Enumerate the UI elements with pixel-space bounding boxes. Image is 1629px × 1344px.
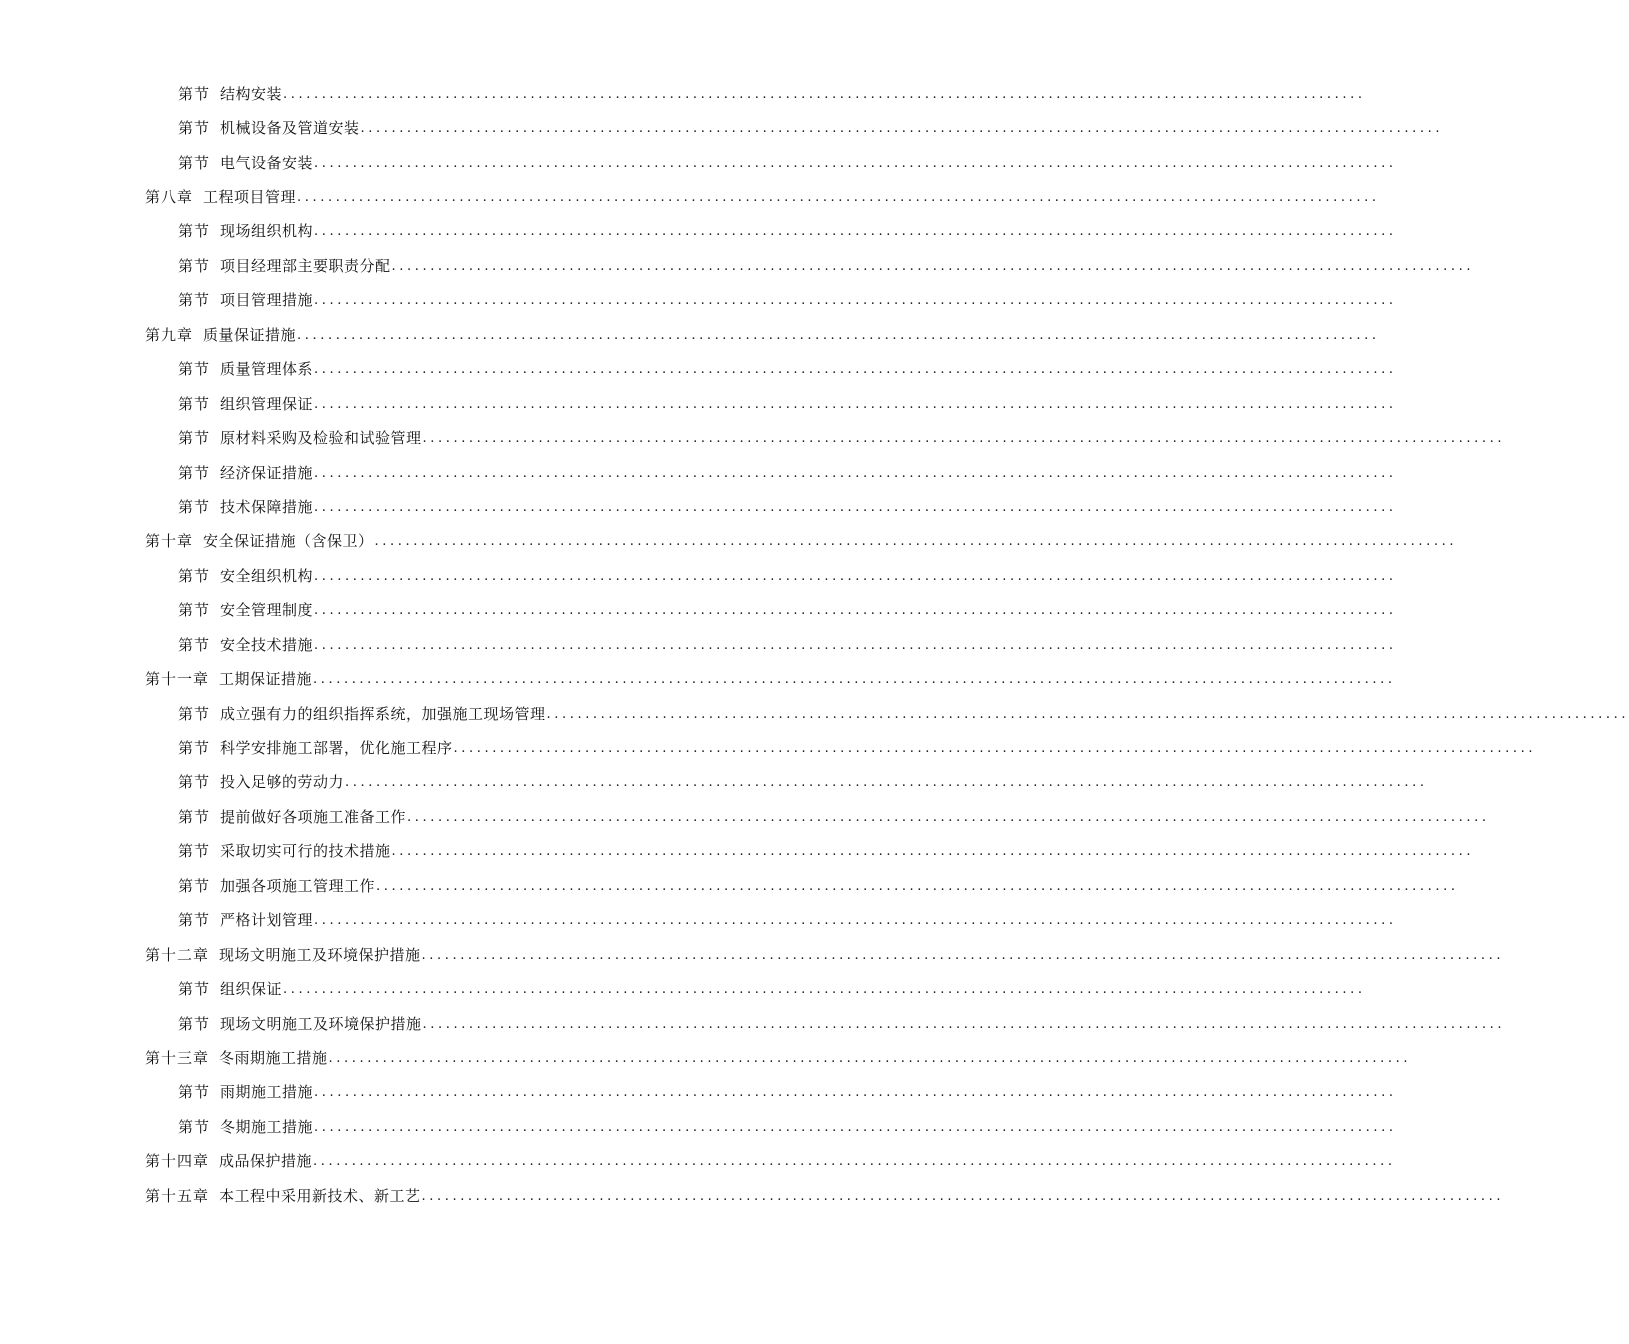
toc-entry-number: 第节 [178,1014,211,1033]
toc-entry-title: 原材料采购及检验和试验管理 [220,429,422,448]
toc-section-entry[interactable] [0,111,1444,145]
toc-entry-title: 雨期施工措施 [220,1083,314,1102]
toc-entry-number: 第节 [178,429,211,448]
toc-entry-number: 第节 [178,635,211,654]
toc-dot-leader: ............................................................................................................................................ [314,465,1397,481]
toc-entry-number: 第节 [178,84,211,103]
toc-entry-number: 第节 [178,463,211,482]
toc-entry-content [178,807,1490,826]
toc-dot-leader: ............................................................................................................................................ [314,396,1397,412]
toc-entry-title: 机械设备及管道安装 [220,119,360,138]
toc-entry-number: 第十一章 [145,670,210,689]
toc-dot-leader: ............................................................................................................................................ [314,293,1397,309]
toc-entry-content [145,1186,1505,1205]
toc-chapter-entry[interactable] [0,1179,1505,1213]
toc-entry-title: 现场文明施工及环境保护措施 [219,945,421,964]
toc-dot-leader: ............................................................................................................................................ [314,1119,1397,1135]
toc-entry-content [178,1083,1397,1102]
toc-dot-leader: ............................................................................................................................................ [314,637,1397,653]
toc-entry-content [145,1152,1396,1171]
toc-section-entry[interactable] [0,490,1397,524]
toc-dot-leader: ............................................................................................................................................ [314,499,1397,515]
toc-section-entry[interactable] [0,421,1506,455]
toc-entry-content [178,566,1397,585]
toc-dot-leader: ............................................................................................................................................ [314,155,1397,171]
toc-chapter-entry[interactable] [0,938,1505,972]
toc-entry-content [145,945,1505,964]
toc-entry-number: 第节 [178,739,211,758]
toc-entry-content [178,497,1397,516]
toc-dot-leader: ............................................................................................................................................ [391,844,1475,860]
toc-entry-number: 第十三章 [145,1048,210,1067]
toc-entry-content [178,876,1459,895]
toc-entry-title: 工程项目管理 [203,188,297,207]
toc-chapter-entry[interactable] [0,1041,1412,1075]
toc-entry-content [178,773,1428,792]
toc-entry-title: 严格计划管理 [220,911,314,930]
toc-entry-number: 第节 [178,842,211,861]
toc-section-entry[interactable] [0,559,1397,593]
toc-entry-title: 项目经理部主要职责分配 [220,256,391,275]
toc-section-entry[interactable] [0,1007,1506,1041]
toc-entry-content [145,670,1396,689]
toc-entry-number: 第节 [178,980,211,999]
toc-entry-number: 第节 [178,497,211,516]
toc-dot-leader: ............................................................................................................................................ [422,431,1506,447]
toc-entry-number: 第节 [178,601,211,620]
toc-entry-content [178,1014,1506,1033]
toc-entry-title: 提前做好各项施工准备工作 [220,807,407,826]
toc-entry-number: 第节 [178,119,211,138]
toc-entry-number: 第节 [178,1117,211,1136]
toc-dot-leader: ............................................................................................................................................ [297,190,1380,206]
toc-entry-number: 第八章 [145,188,194,207]
toc-entry-title: 现场文明施工及环境保护措施 [220,1014,422,1033]
toc-entry-content [178,360,1397,379]
toc-chapter-entry[interactable] [0,318,1380,352]
toc-entry-title: 结构安装 [220,84,283,103]
toc-entry-number: 第节 [178,704,211,723]
toc-section-entry[interactable] [0,146,1397,180]
toc-section-entry[interactable] [0,456,1397,490]
toc-entry-number: 第十四章 [145,1152,210,1171]
toc-dot-leader: ............................................................................................................................................ [421,1188,1505,1204]
toc-entry-number: 第节 [178,807,211,826]
toc-entry-title: 质量管理体系 [220,360,314,379]
toc-entry-title: 成品保护措施 [219,1152,313,1171]
toc-section-entry[interactable] [0,731,1537,765]
toc-entry-number: 第节 [178,256,211,275]
toc-entry-title: 成立强有力的组织指挥系统，加强施工现场管理 [220,704,546,723]
toc-entry-number: 第节 [178,153,211,172]
toc-dot-leader: ............................................................................................................................................ [422,1016,1506,1032]
toc-entry-title: 本工程中采用新技术、新工艺 [219,1186,421,1205]
toc-entry-title: 现场组织机构 [220,222,314,241]
toc-entry-content [178,1117,1397,1136]
toc-entry-content [178,84,1366,103]
toc-entry-number: 第节 [178,911,211,930]
toc-dot-leader: ............................................................................................................................................ [453,741,1537,757]
toc-entry-content [178,119,1444,138]
toc-entry-title: 经济保证措施 [220,463,314,482]
toc-entry-content [178,429,1506,448]
toc-section-entry[interactable] [0,904,1397,938]
toc-entry-number: 第十五章 [145,1186,210,1205]
toc-entry-number: 第十章 [145,532,194,551]
toc-dot-leader: ............................................................................................................................................ [421,947,1505,963]
toc-dot-leader: ............................................................................................................................................ [314,568,1397,584]
toc-entry-content [178,394,1397,413]
toc-section-entry[interactable] [0,869,1459,903]
toc-section-entry[interactable] [0,972,1366,1006]
toc-section-entry[interactable] [0,835,1475,869]
toc-dot-leader: ............................................................................................................................................ [546,706,1629,722]
toc-dot-leader: ............................................................................................................................................ [407,809,1490,825]
toc-dot-leader: ............................................................................................................................................ [314,913,1397,929]
toc-dot-leader: ............................................................................................................................................ [374,534,1458,550]
toc-entry-title: 组织保证 [220,980,283,999]
toc-section-entry[interactable] [0,215,1397,249]
toc-entry-title: 加强各项施工管理工作 [220,876,376,895]
toc-entry-content [178,911,1397,930]
toc-entry-number: 第节 [178,291,211,310]
toc-entry-number: 第节 [178,394,211,413]
toc-entry-content [178,704,1629,723]
toc-dot-leader: ............................................................................................................................................ [314,362,1397,378]
toc-entry-content [178,291,1397,310]
toc-entry-title: 工期保证措施 [219,670,313,689]
toc-entry-content [178,739,1537,758]
toc-entry-number: 第节 [178,1083,211,1102]
toc-entry-content [178,842,1475,861]
toc-section-entry[interactable] [0,353,1397,387]
toc-entry-content [178,601,1397,620]
toc-section-entry[interactable] [0,1110,1397,1144]
toc-entry-number: 第节 [178,876,211,895]
toc-entry-title: 项目管理措施 [220,291,314,310]
toc-dot-leader: ............................................................................................................................................ [376,878,1459,894]
toc-section-entry[interactable] [0,766,1428,800]
toc-entry-content [178,635,1397,654]
toc-entry-title: 投入足够的劳动力 [220,773,345,792]
toc-dot-leader: ............................................................................................................................................ [297,327,1380,343]
table-of-contents [0,77,1629,1213]
toc-section-entry[interactable] [0,1076,1397,1110]
toc-section-entry[interactable] [0,77,1366,111]
toc-entry-title: 安全组织机构 [220,566,314,585]
toc-entry-number: 第节 [178,773,211,792]
toc-dot-leader: ............................................................................................................................................ [313,1154,1396,1170]
toc-dot-leader: ............................................................................................................................................ [360,121,1444,137]
toc-entry-title: 电气设备安装 [220,153,314,172]
toc-entry-content [145,532,1458,551]
toc-entry-number: 第节 [178,566,211,585]
toc-entry-content [178,153,1397,172]
toc-dot-leader: ............................................................................................................................................ [314,603,1397,619]
toc-entry-title: 技术保障措施 [220,497,314,516]
toc-entry-title: 安全保证措施（含保卫） [203,532,374,551]
toc-entry-title: 组织管理保证 [220,394,314,413]
toc-entry-title: 质量保证措施 [203,325,297,344]
toc-section-entry[interactable] [0,387,1397,421]
toc-entry-title: 安全技术措施 [220,635,314,654]
toc-entry-title: 冬雨期施工措施 [219,1048,328,1067]
toc-entry-title: 采取切实可行的技术措施 [220,842,391,861]
toc-dot-leader: ............................................................................................................................................ [283,982,1366,998]
toc-section-entry[interactable] [0,284,1397,318]
toc-dot-leader: ............................................................................................................................................ [328,1050,1412,1066]
toc-dot-leader: ............................................................................................................................................ [313,672,1396,688]
toc-section-entry[interactable] [0,800,1490,834]
toc-entry-title: 冬期施工措施 [220,1117,314,1136]
toc-dot-leader: ............................................................................................................................................ [314,224,1397,240]
toc-entry-number: 第九章 [145,325,194,344]
toc-section-entry[interactable] [0,697,1629,731]
toc-chapter-entry[interactable] [0,525,1458,559]
toc-entry-content [145,325,1380,344]
toc-section-entry[interactable] [0,628,1397,662]
toc-entry-content [178,463,1397,482]
toc-entry-content [178,980,1366,999]
toc-chapter-entry[interactable] [0,662,1396,696]
toc-dot-leader: ............................................................................................................................................ [283,86,1366,102]
toc-section-entry[interactable] [0,249,1475,283]
toc-entry-title: 科学安排施工部署，优化施工程序 [220,739,453,758]
toc-entry-content [145,188,1380,207]
toc-chapter-entry[interactable] [0,1145,1396,1179]
toc-entry-content [145,1048,1412,1067]
toc-entry-title: 安全管理制度 [220,601,314,620]
toc-dot-leader: ............................................................................................................................................ [391,258,1475,274]
toc-entry-content [178,256,1475,275]
toc-entry-number: 第节 [178,222,211,241]
toc-dot-leader: ............................................................................................................................................ [314,1085,1397,1101]
toc-entry-content [178,222,1397,241]
toc-entry-number: 第节 [178,360,211,379]
toc-dot-leader: ............................................................................................................................................ [345,775,1428,791]
toc-chapter-entry[interactable] [0,180,1380,214]
toc-section-entry[interactable] [0,594,1397,628]
toc-entry-number: 第十二章 [145,945,210,964]
